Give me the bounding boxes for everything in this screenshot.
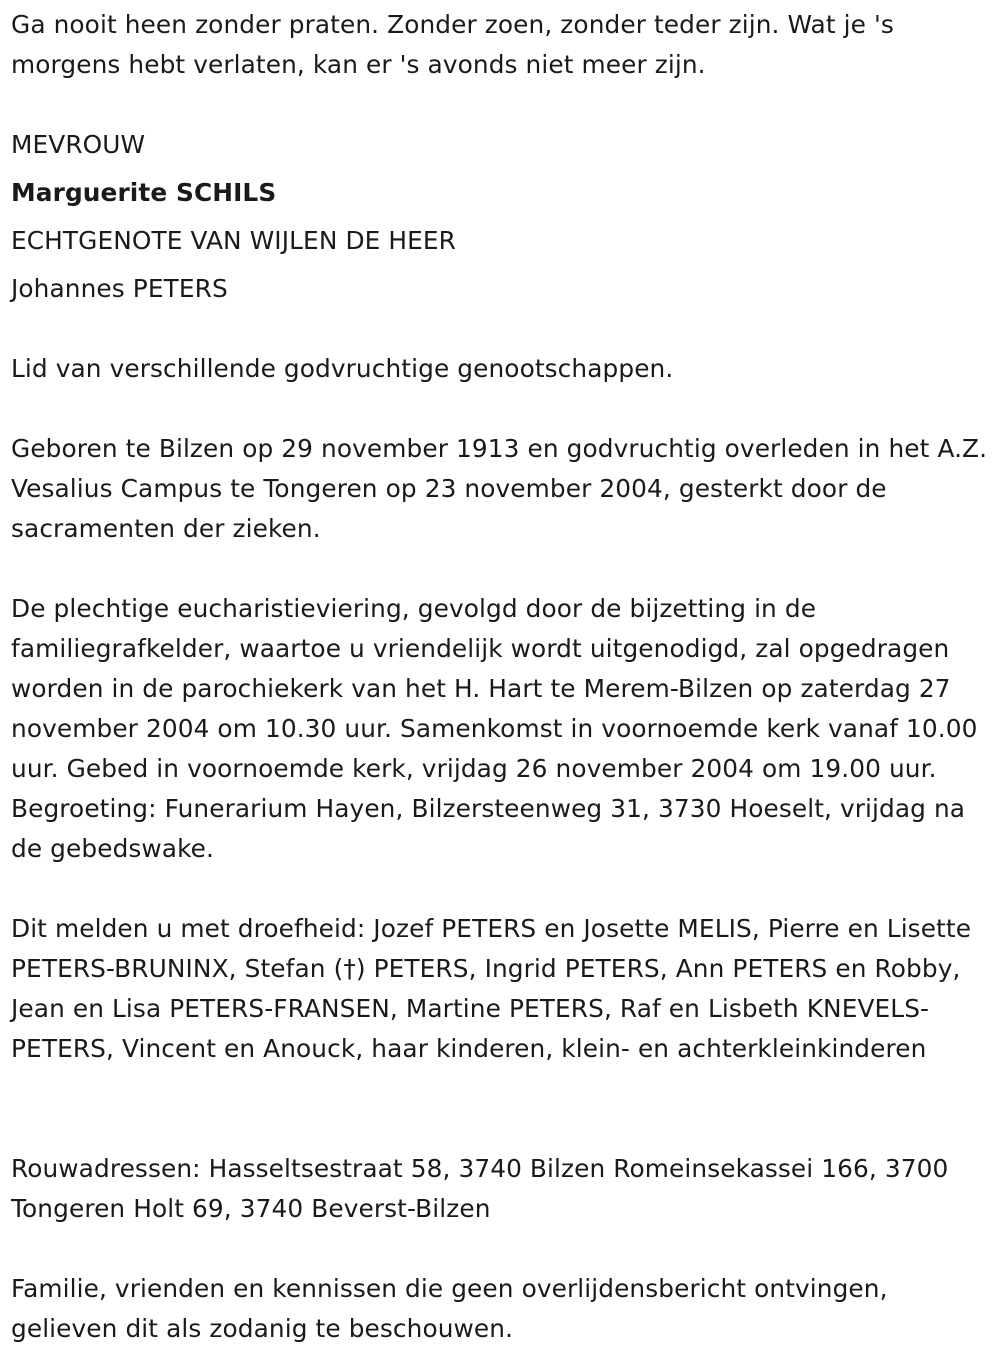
relation-line: ECHTGENOTE VAN WIJLEN DE HEER xyxy=(11,226,457,255)
salutation: MEVROUW xyxy=(11,130,146,159)
birth-death-paragraph: Geboren te Bilzen op 29 november 1913 en godvruchtig overleden in het A.Z. Vesalius Campus te Tongeren op 23 november 2004, gesterkt door de sacramenten der zieken. xyxy=(11,434,988,543)
poem-text: Ga nooit heen zonder praten. Zonder zoen, zonder teder zijn. Wat je 's morgens hebt verlaten, kan er 's avonds niet meer zijn. xyxy=(11,10,894,79)
ceremony-paragraph: De plechtige eucharistieviering, gevolgd door de bijzetting in de familiegrafkelder, waartoe u vriendelijk wordt uitgenodigd, zal opgedragen worden in de parochiekerk van het H. Hart te Merem-Bilzen op zaterdag 27 november 2004 om 10.30 uur. Samenkomst in voornoemde kerk vanaf 10.00 uur. Gebed in voornoemde kerk, vrijdag 26 november 2004 om 19.00 uur. Begroeting: Funerarium Hayen, Bilzersteenweg 31, 3730 Hoeselt, vrijdag na de gebedswake. xyxy=(11,594,978,863)
membership-text: Lid van verschillende godvruchtige genootschappen. xyxy=(11,354,674,383)
announcement-paragraph: Dit melden u met droefheid: Jozef PETERS en Josette MELIS, Pierre en Lisette PETERS-BRUNINX, Stefan (†) PETERS, Ingrid PETERS, Ann PETERS en Robby, Jean en Lisa PETERS-FRANSEN, Martine PETERS, Raf en Lisbeth KNEVELS-PETERS, Vincent en Anouck, haar kinderen, klein- en achterkleinkinderen xyxy=(11,914,972,1063)
closing-paragraph: Familie, vrienden en kennissen die geen overlijdensbericht ontvingen, gelieven dit als zodanig te beschouwen. xyxy=(11,1274,888,1343)
addresses-paragraph: Rouwadressen: Hasseltsestraat 58, 3740 Bilzen Romeinsekassei 166, 3700 Tongeren Holt 69, 3740 Beverst-Bilzen xyxy=(11,1154,949,1223)
deceased-name: Marguerite SCHILS xyxy=(11,178,277,207)
spouse-name: Johannes PETERS xyxy=(11,274,228,303)
